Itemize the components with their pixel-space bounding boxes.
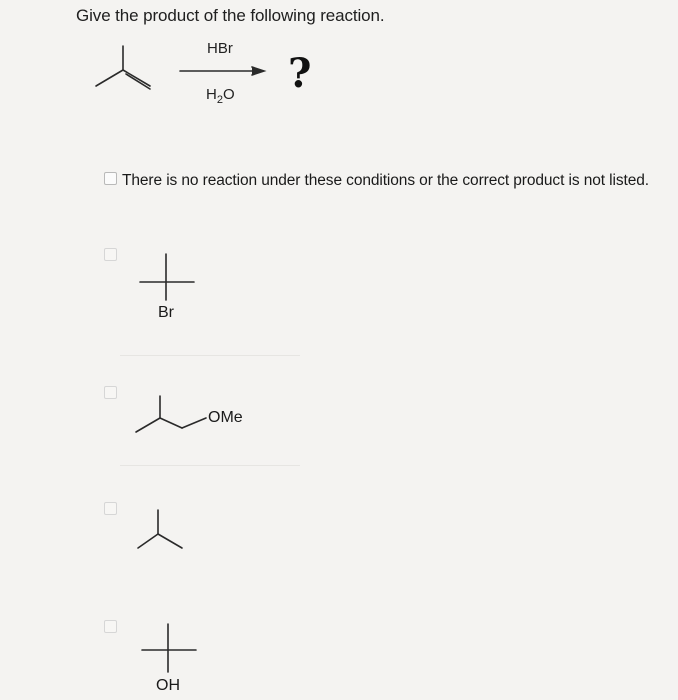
product-question-mark: ? <box>288 50 312 97</box>
reaction-arrow <box>178 64 270 78</box>
reagent-bottom-sub: 2 <box>216 94 223 106</box>
option-checkbox-ether[interactable] <box>104 386 117 399</box>
reactant-structure <box>88 40 158 100</box>
reagent-bottom-tail: O <box>222 86 235 103</box>
option-structure-ether <box>130 388 220 444</box>
option-label-br: Br <box>158 304 174 321</box>
question-text: Give the product of the following reaction. <box>76 6 385 25</box>
separator-line <box>120 355 300 356</box>
option-label-no-reaction: There is no reaction under these conditions or the correct product is not listed. <box>122 172 649 189</box>
option-checkbox-tert-butanol[interactable] <box>104 620 117 633</box>
reagent-bottom <box>206 86 235 106</box>
option-structure-tert-butanol <box>132 620 208 676</box>
option-checkbox-tert-butyl-bromide[interactable] <box>104 248 117 261</box>
option-structure-tert-butyl-bromide <box>130 250 210 306</box>
option-checkbox-no-reaction[interactable] <box>104 172 117 185</box>
option-label-oh: OH <box>156 677 180 694</box>
option-label-ome: OMe <box>208 409 243 426</box>
option-structure-alkane <box>130 504 200 556</box>
reagent-bottom-main: H <box>206 86 217 103</box>
reagent-top: HBr <box>207 40 233 57</box>
option-checkbox-alkane[interactable] <box>104 502 117 515</box>
separator-line <box>120 465 300 466</box>
